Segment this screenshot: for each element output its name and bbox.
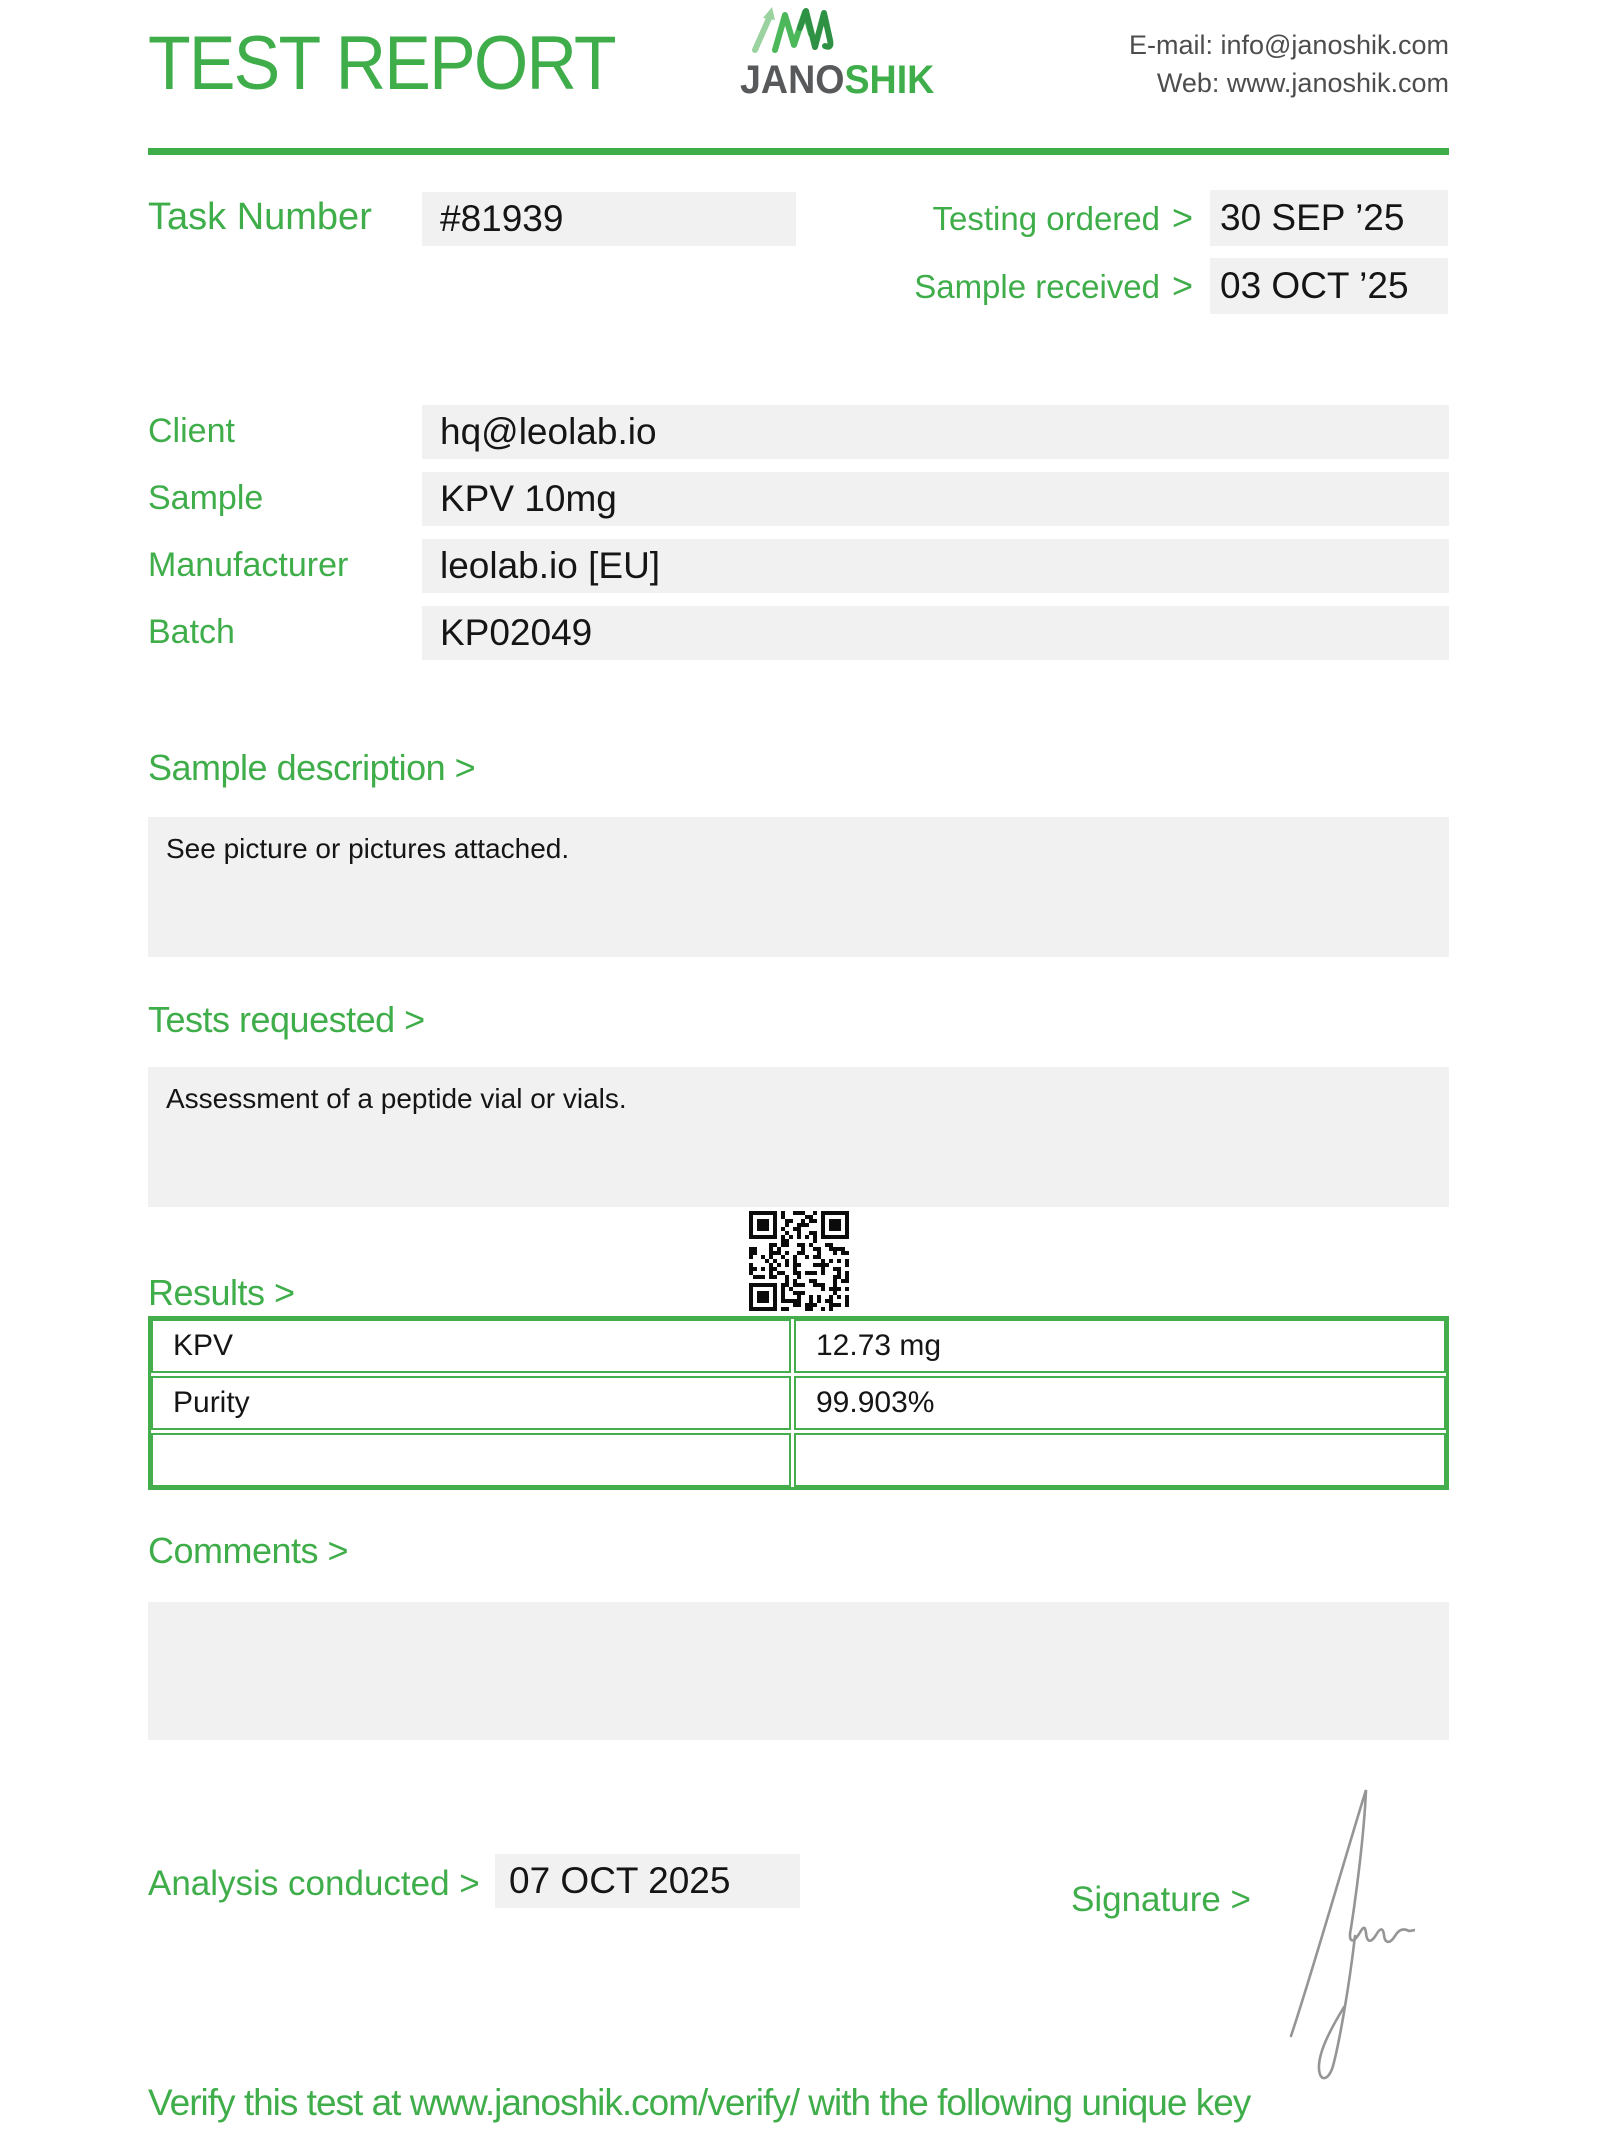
detail-value-client: hq@leolab.io [440,411,657,452]
results-row-value: 12.73 mg [794,1319,1446,1373]
detail-box-sample [422,472,1449,526]
analysis-conducted-label: Analysis conducted > [148,1864,480,1903]
verify-instruction: Verify this test at www.janoshik.com/verify/ with the following unique key [148,2082,1251,2123]
qr-code [749,1211,849,1311]
brand-wordmark-left: JANO [740,58,845,102]
brand-chart-icon [748,2,840,54]
contact-web: Web: www.janoshik.com [1156,68,1449,98]
analysis-date-box [495,1854,800,1908]
results-row-name: KPV [151,1319,791,1373]
contact-email: E-mail: info@janoshik.com [1128,30,1449,60]
detail-label-sample: Sample [148,479,264,517]
brand-wordmark [740,58,934,103]
detail-label-client: Client [148,412,235,450]
testing-ordered-value: 30 SEP ’25 [1220,197,1405,238]
header-divider [148,148,1449,155]
signature-label: Signature > [1071,1880,1251,1919]
comments-heading: Comments > [148,1530,349,1571]
detail-box-batch [422,606,1449,660]
detail-label-manufacturer: Manufacturer [148,546,349,584]
sample-received-arrow: > [1172,265,1194,306]
sample-description-box [148,817,1449,957]
detail-value-manufacturer: leolab.io [EU] [440,545,661,586]
results-row-name: Purity [151,1376,791,1430]
detail-label-batch: Batch [148,613,235,651]
results-row-name [151,1433,791,1487]
results-row-value: 99.903% [794,1376,1446,1430]
contact-block [1129,26,1449,102]
page-title: TEST REPORT [148,21,615,106]
tests-requested-text: Assessment of a peptide vial or vials. [166,1083,627,1114]
results-table [148,1316,1449,1490]
sample-received-value: 03 OCT ’25 [1220,265,1409,306]
analysis-date-value: 07 OCT 2025 [509,1860,731,1901]
results-heading: Results > [148,1272,295,1313]
sample-received-label: Sample received [914,268,1160,305]
detail-value-sample: KPV 10mg [440,478,617,519]
testing-ordered-box [1210,190,1448,246]
task-number-box [422,192,796,246]
signature-scribble [1285,1778,1415,2098]
tests-requested-box [148,1067,1449,1207]
comments-box [148,1602,1449,1740]
results-row-value [794,1433,1446,1487]
detail-box-manufacturer [422,539,1449,593]
sample-received-box [1210,258,1448,314]
brand-wordmark-right: SHIK [844,58,935,102]
testing-ordered-arrow: > [1172,197,1194,238]
sample-description-heading: Sample description > [148,747,476,788]
task-number-value: #81939 [440,198,564,239]
comments-text [148,1602,1449,1618]
sample-description-text: See picture or pictures attached. [166,833,570,864]
testing-ordered-label: Testing ordered [932,200,1160,237]
detail-value-batch: KP02049 [440,612,593,653]
detail-box-client [422,405,1449,459]
tests-requested-heading: Tests requested > [148,999,425,1040]
task-number-label: Task Number [148,196,372,238]
